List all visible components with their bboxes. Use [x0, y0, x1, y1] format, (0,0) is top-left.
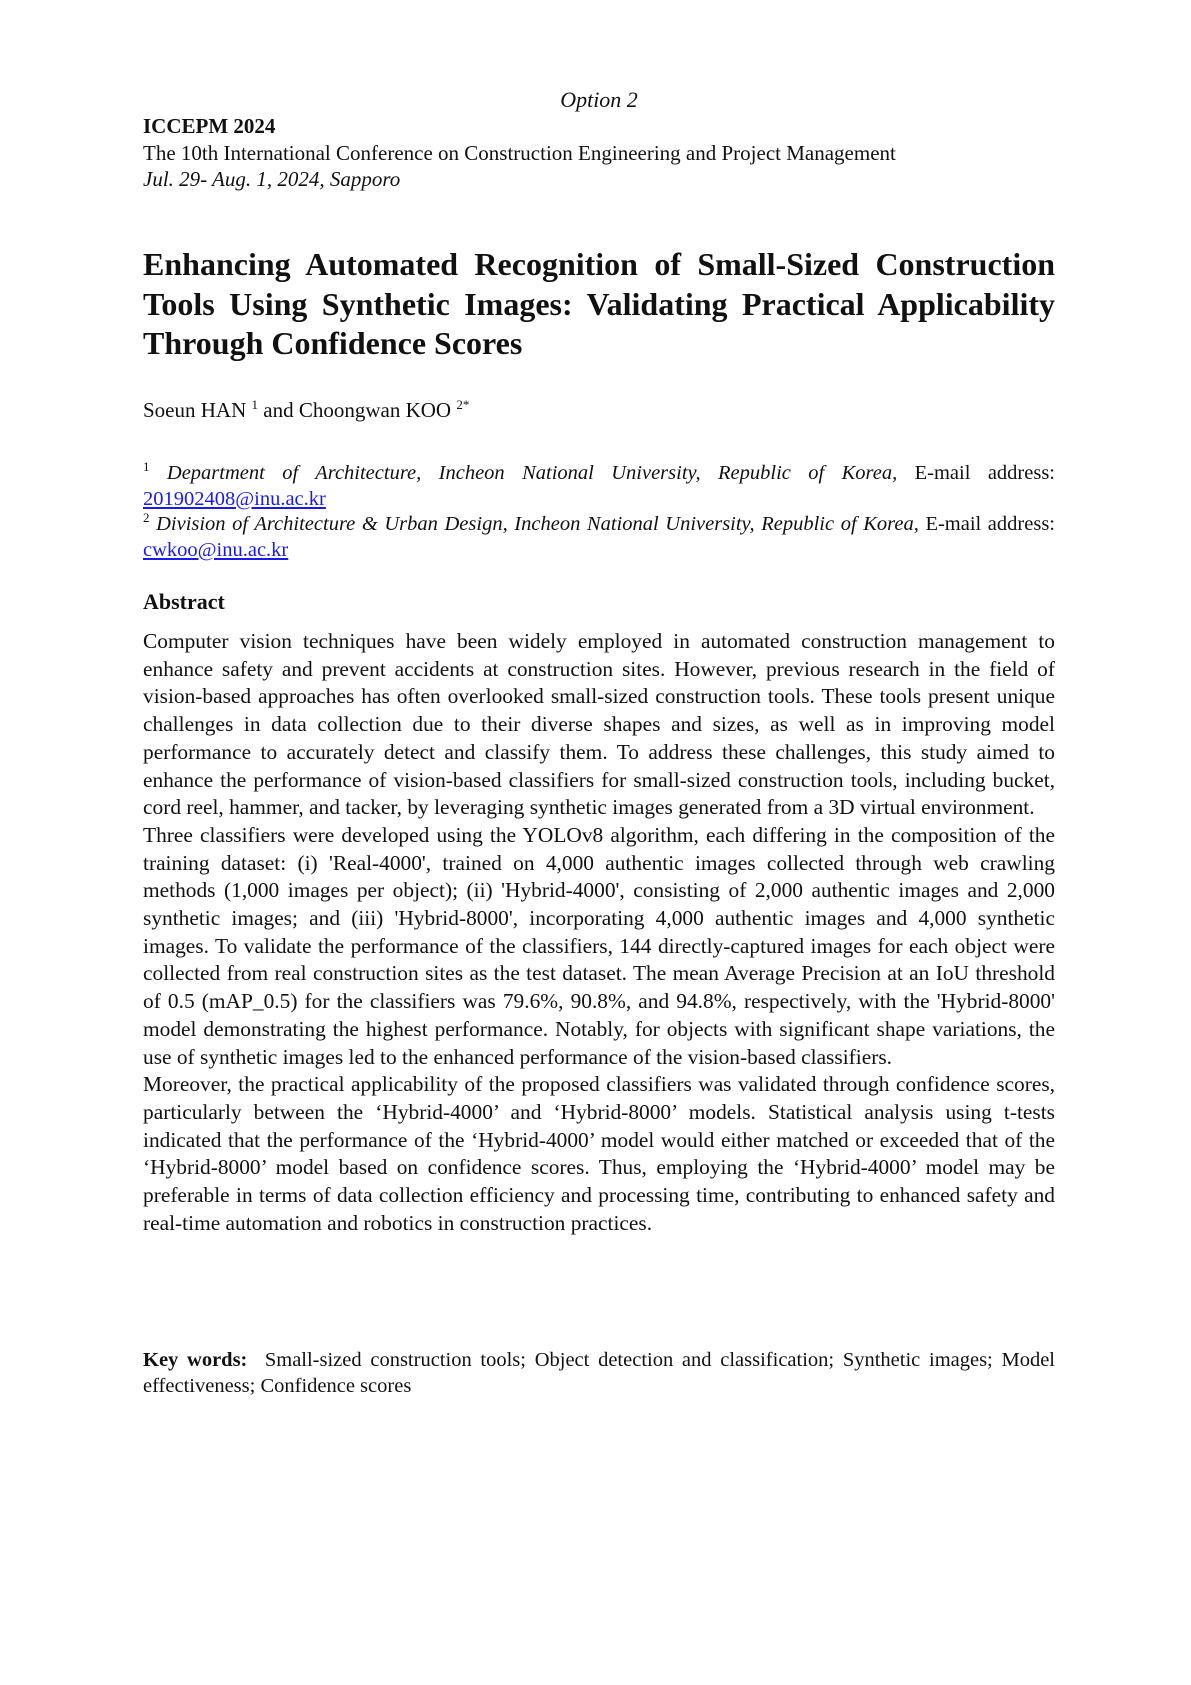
- email-link[interactable]: cwkoo@inu.ac.kr: [143, 538, 289, 561]
- conference-header: [143, 113, 1055, 193]
- conference-dates: Jul. 29- Aug. 1, 2024, Sapporo: [143, 167, 401, 191]
- affiliation-item: [143, 512, 1055, 563]
- affiliation-list: [143, 461, 1055, 563]
- keywords-label: Key words:: [143, 1349, 248, 1371]
- option-label: Option 2: [560, 87, 638, 112]
- author-joiner: and: [258, 398, 299, 422]
- affiliation-institution: Division of Architecture & Urban Design, Incheon National University, Republic of Korea,: [156, 513, 919, 535]
- abstract-paragraph: Computer vision techniques have been widely employed in automated construction management to enhance safety and prevent accidents at construction sites. However, previous research in the field of vision-based approaches has often overlooked small-sized construction tools. These tools present unique challenges in data collection due to their diverse shapes and sizes, as well as in improving model performance to accurately detect and classify them. To address these challenges, this study aimed to enhance the performance of vision-based classifiers for small-sized construction tools, including bucket, cord reel, hammer, and tacker, by leveraging synthetic images generated from a 3D virtual environment.: [143, 629, 1055, 820]
- paper-title: Enhancing Automated Recognition of Small-Sized Construction Tools Using Synthetic Images: Validating Practical Applicability Through Confidence Scores: [143, 246, 1055, 361]
- abstract-body: [143, 628, 1055, 1237]
- abstract-paragraph: Three classifiers were developed using the YOLOv8 algorithm, each differing in the composition of the training dataset: (i) 'Real-4000', trained on 4,000 authentic images collected through web crawling methods (1,000 images per object); (ii) 'Hybrid-4000', consisting of 2,000 authentic images and 2,000 synthetic images; and (iii) 'Hybrid-8000', incorporating 4,000 authentic images and 4,000 synthetic images. To validate the performance of the classifiers, 144 directly-captured images for each object were collected from real construction sites as the test dataset. The mean Average Precision at an IoU threshold of 0.5 (mAP_0.5) for the classifiers was 79.6%, 90.8%, and 94.8%, respectively, with the 'Hybrid-8000' model demonstrating the highest performance. Notably, for objects with significant shape variations, the use of synthetic images led to the enhanced performance of the vision-based classifiers.: [143, 822, 1055, 1069]
- affiliation-mark: 1: [143, 459, 150, 475]
- email-link[interactable]: 201902408@inu.ac.kr: [143, 487, 326, 510]
- author-name: Soeun HAN: [143, 398, 247, 422]
- affiliation-mark: 2: [143, 510, 150, 526]
- conference-name: ICCEPM 2024: [143, 114, 276, 138]
- author-list: [143, 397, 1055, 423]
- keywords-text: Small-sized construction tools; Object detection and classification; Synthetic images; Model effectiveness; Confidence scores: [143, 1349, 1056, 1397]
- affiliation-item: [143, 461, 1055, 512]
- author-affiliation-mark: 1: [251, 397, 258, 412]
- email-label: E-mail address:: [925, 513, 1055, 535]
- email-label: E-mail address:: [914, 462, 1055, 484]
- abstract-heading: Abstract: [143, 589, 225, 614]
- author-affiliation-mark: 2*: [456, 397, 470, 412]
- conference-full-name: The 10th International Conference on Construction Engineering and Project Management: [143, 140, 896, 165]
- author-name: Choongwan KOO: [298, 398, 452, 422]
- keywords-block: [143, 1348, 1055, 1399]
- abstract-paragraph: Moreover, the practical applicability of the proposed classifiers was validated through confidence scores, particularly between the ‘Hybrid-4000’ and ‘Hybrid-8000’ models. Statistical analysis using t-tests indicated that the performance of the ‘Hybrid-4000’ model would either matched or exceeded that of the ‘Hybrid-8000’ model based on confidence scores. Thus, employing the ‘Hybrid-4000’ model may be preferable in terms of data collection efficiency and processing time, contributing to enhanced safety and real-time automation and robotics in construction practices.: [143, 1072, 1055, 1235]
- affiliation-institution: Department of Architecture, Incheon National University, Republic of Korea,: [166, 462, 898, 484]
